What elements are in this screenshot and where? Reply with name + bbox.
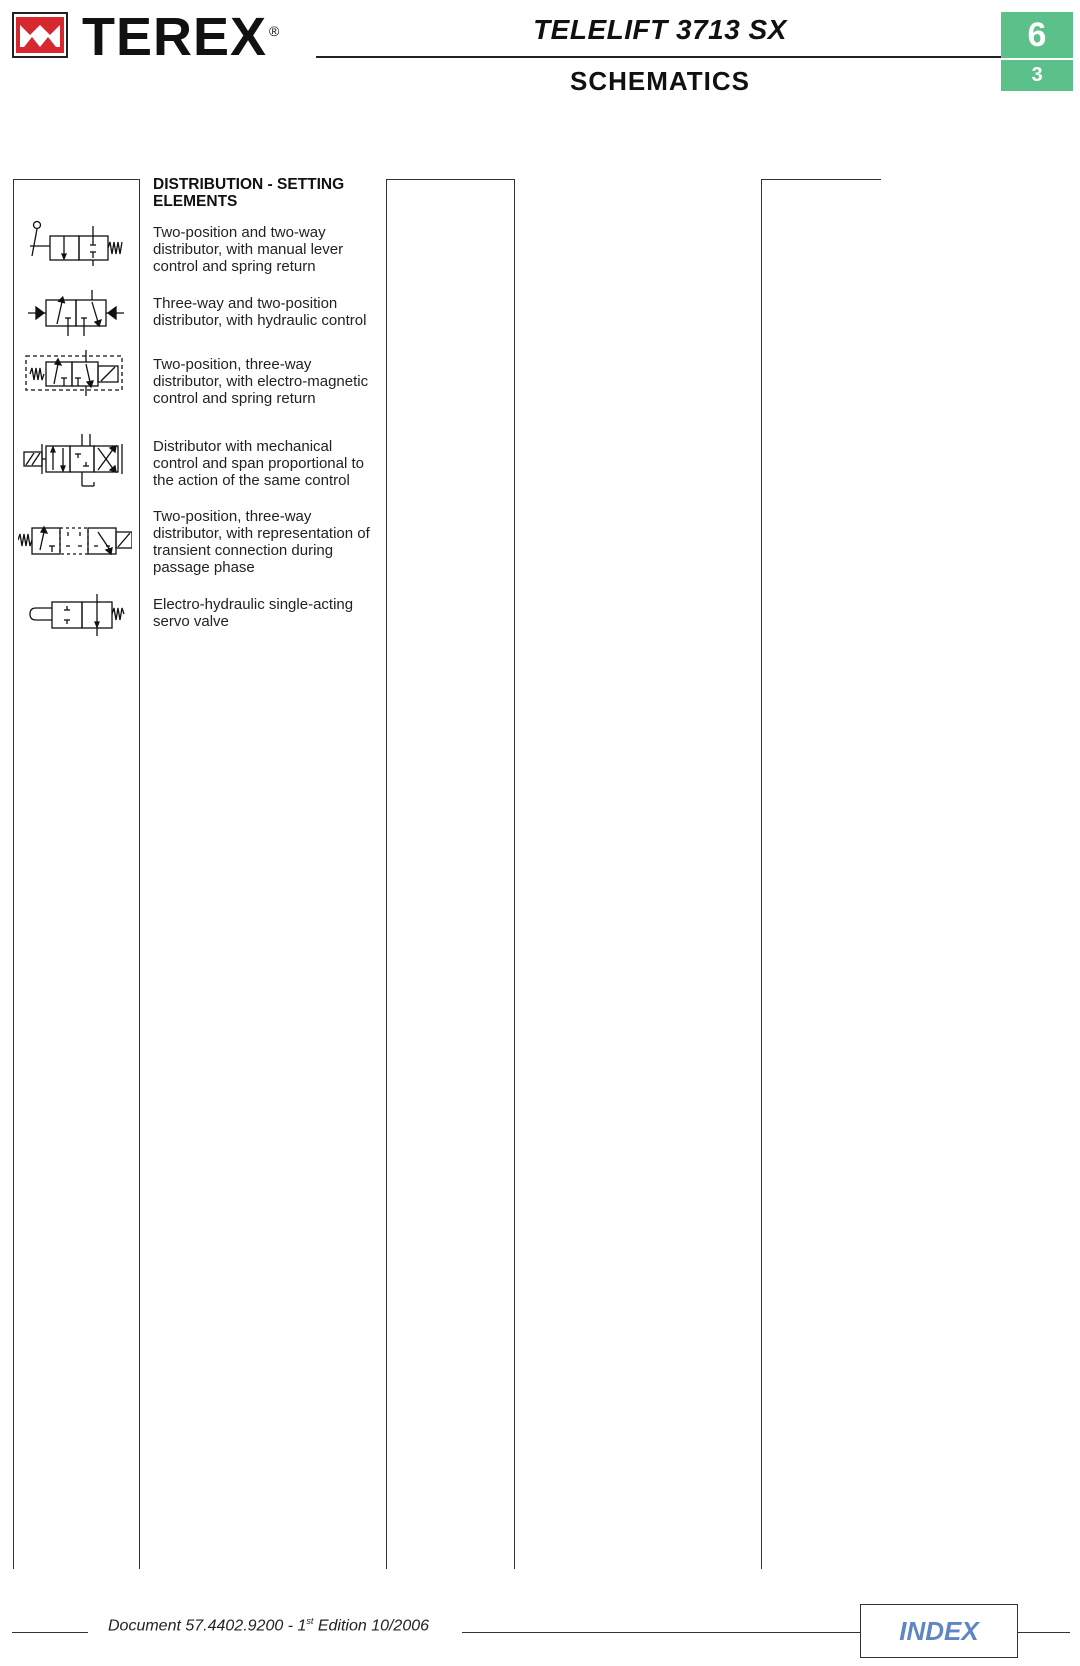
column-divider [514, 179, 515, 1569]
column-divider [139, 179, 140, 1569]
hydraulic-3way-2pos-icon [22, 288, 126, 338]
terex-logo [12, 12, 68, 58]
section-title: SCHEMATICS [570, 66, 750, 96]
terex-logo-icon [16, 17, 64, 53]
header-rule [316, 56, 1002, 58]
model-title: TELELIFT 3713 SX [533, 14, 787, 45]
item-description: Two-position, three-way distributor, with representation of transient connection during passage phase [153, 508, 370, 576]
table-top-rule [13, 179, 139, 180]
distribution-section-title: DISTRIBUTION - SETTING ELEMENTS [153, 176, 345, 210]
footer-rule-left [12, 1632, 88, 1633]
table-top-rule-col5 [761, 179, 881, 180]
chapter-tab: 6 [1001, 12, 1073, 58]
item-description: Three-way and two-position distributor, with hydraulic control [153, 295, 367, 329]
item-description: Two-position, three-way distributor, with electro-magnetic control and spring return [153, 356, 369, 407]
item-description: Two-position and two-way distributor, with manual lever control and spring return [153, 224, 344, 275]
item-description: Distributor with mechanical control and span proportional to the action of the same control [153, 438, 364, 489]
column-divider [386, 179, 387, 1569]
footer-rule-middle [462, 1632, 860, 1633]
index-button[interactable]: INDEX [860, 1604, 1018, 1658]
registered-mark: ® [269, 23, 281, 39]
mechanical-proportional-icon [22, 432, 126, 488]
transient-connection-icon [18, 520, 132, 560]
table-top-rule-col3 [386, 179, 514, 180]
manual-lever-2pos-2way-icon [22, 220, 126, 266]
subchapter-tab: 3 [1001, 60, 1073, 91]
brand-name: TEREX ® [82, 7, 281, 67]
servo-valve-icon [22, 594, 126, 636]
document-reference: Document 57.4402.9200 - 1st Edition 10/2006 [108, 1616, 430, 1635]
item-description: Electro-hydraulic single-acting servo valve [153, 596, 354, 630]
electromagnetic-2pos-3way-icon [22, 350, 126, 398]
column-divider [13, 179, 14, 1569]
column-divider [761, 179, 762, 1569]
footer-rule-right [1018, 1632, 1070, 1633]
